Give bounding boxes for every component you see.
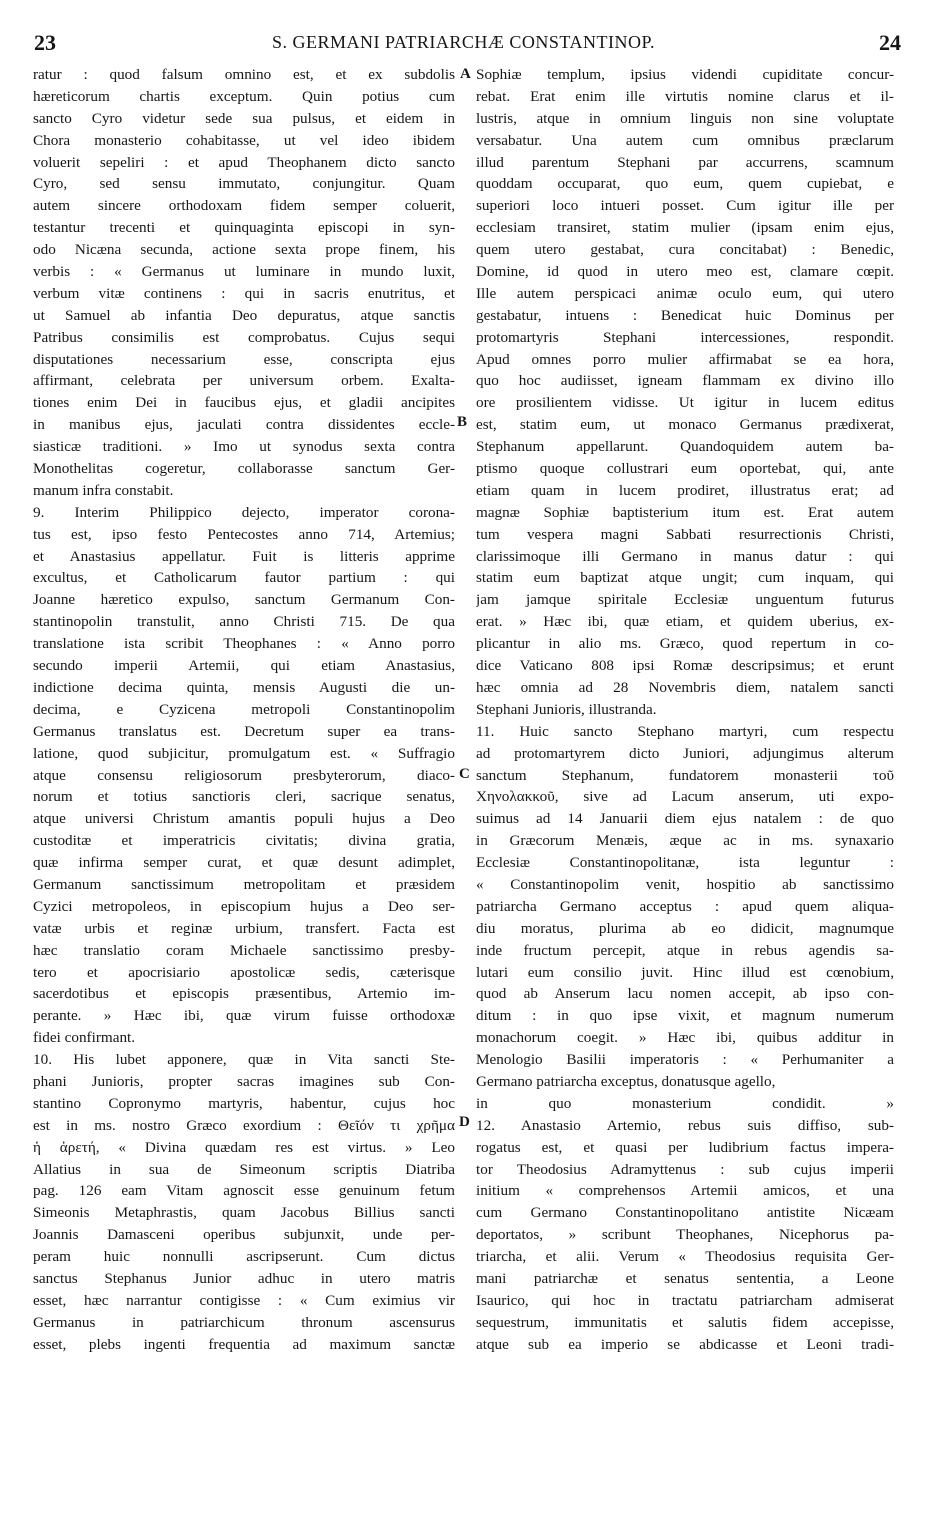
text-line: triarcha, et alii. Verum « Theodosius requisita Ger- [476, 1248, 894, 1266]
text-line: autem sincere orthodoxam fidem semper coluerit, [33, 197, 455, 215]
text-line: monachorum coegit. » Hæc ibi, quibus additur in [476, 1029, 894, 1047]
text-line: ad protomartyrem dicto Juniori, adjungimus alterum [476, 744, 894, 762]
text-line: norum et totius sanctioris cleri, sacrique senatus, [33, 788, 455, 806]
text-line: sanctum Stephanum, fundatorem monasterii τοῦ [476, 766, 894, 784]
text-line: Cyzici metropoleos, in episcopium hujus a Deo ser- [33, 897, 455, 915]
text-line: sacerdotibus et episcopis præsentibus, Artemio im- [33, 985, 455, 1003]
text-line: statim eum baptizat atque ungit; cum inquam, qui [476, 569, 894, 587]
text-line: 10. His lubet apponere, quæ in Vita sancti Ste- [33, 1051, 455, 1069]
text-line: Simeonis Metaphrastis, quam Jacobus Billius sancti [33, 1204, 455, 1222]
text-line: patriarcha Germano acceptus : apud quem aliqua- [476, 897, 894, 915]
text-line: pag. 126 eam Vitam agnoscit esse genuinum fetum [33, 1182, 455, 1200]
text-line: quod ab Anserum lacu nomen accepit, ab ipso con- [476, 985, 894, 1003]
text-line: inde fructum percepit, atque in rebus agendis sa- [476, 941, 894, 959]
text-line: esset, plebs ingenti frequentia ad maximum sanctæ [33, 1335, 455, 1353]
text-line: vatæ urbis et reginæ urbium, transfert. Facta est [33, 919, 455, 937]
text-line: stantino Copronymo martyris, habentur, cujus hoc [33, 1094, 455, 1112]
text-line: Patribus consimilis est comprobatus. Cujus sequi [33, 328, 455, 346]
text-line: magnæ Sophiæ baptisterium itum est. Erat autem [476, 503, 894, 521]
text-line: etiam quam in lucem prodiret, illustratus erat; ad [476, 481, 894, 499]
text-line: stantinopolin transtulit, anno Christi 715. De qua [33, 613, 455, 631]
text-line: Allatius in sua de Simeonum scriptis Diatriba [33, 1160, 455, 1178]
text-line: secundo imperii Artemii, qui etiam Anastasius, [33, 657, 455, 675]
text-line: ecclesiam transiret, statim mulier (ipsam enim ejus, [476, 219, 894, 237]
text-line: quo hoc audiisset, igneam flammam ex divino illo [476, 372, 894, 390]
text-line: versabatur. Una autem cum omnibus præclarum [476, 131, 894, 149]
text-line: Stephanum appellarunt. Quandoquidem autem ba- [476, 438, 894, 456]
text-line: manum infra constabit. [33, 481, 174, 499]
running-title: S. GERMANI PATRIARCHÆ CONSTANTINOP. [272, 32, 655, 52]
text-line: fidei confirmant. [33, 1029, 136, 1047]
text-line: Germanum sanctissimum metropolitam et præsidem [33, 875, 455, 893]
text-line: ore prosilientem vidisse. Ut igitur in lucem editus [476, 394, 894, 412]
text-line: quoddam occuparat, quo eum, quem cupiebat, e [476, 175, 894, 193]
text-line: verbum vitæ continens : qui in sacris enutritus, et [33, 284, 455, 302]
section-marker-c: C [459, 766, 470, 782]
text-line: deportatos, » scribunt Theophanes, Nicephorus pa- [476, 1226, 894, 1244]
text-line: tum vespera magni Sabbati resurrectionis Christi, [476, 525, 894, 543]
text-line: indictione decima quinta, mensis Augusti die un- [33, 678, 455, 696]
text-line: protomartyris Stephani intercessiones, respondit. [476, 328, 894, 346]
text-line: clarissimoque illi Germano in manus datur : qui [476, 547, 894, 565]
text-line: Χηνολακκοῦ, sive ad Lacum anserum, uti expo- [476, 788, 894, 806]
text-line: rogatus est, et quasi per ludibrium factus impera- [476, 1138, 894, 1156]
text-line: voluerit sepeliri : et apud Theophanem dicto sancto [33, 153, 455, 171]
text-line: est, statim eum, ut monaco Germanus prædixerat, [476, 416, 894, 434]
text-line: phani Junioris, propter sacras imagines sub Con- [33, 1072, 455, 1090]
text-line: sanctus Stephanus Junior adhuc in utero matris [33, 1269, 455, 1287]
text-line: in quo monasterium condidit. » [476, 1094, 894, 1112]
text-line: Germano patriarcha exceptus, donatusque agello, [476, 1072, 776, 1090]
text-line: perante. » Hæc ibi, quæ virum fuisse orthodoxæ [33, 1007, 455, 1025]
text-line: Cyro, sed sensu immutato, conjungitur. Quam [33, 175, 455, 193]
text-line: Chora monasterio cohabitasse, ut vel ideo ibidem [33, 131, 455, 149]
text-line: atque sub ea imperio se abdicasse et Leoni tradi- [476, 1335, 894, 1353]
text-line: lutari eum consilio juvit. Hinc illud est cœnobium, [476, 963, 894, 981]
page-number-right: 24 [879, 30, 901, 55]
text-line: Stephani Junioris, illustranda. [476, 700, 657, 718]
text-line: tero et apocrisiario apostolicæ sedis, cæterisque [33, 963, 455, 981]
text-line: in manibus ejus, jaculati contra dissidentes eccle- [33, 416, 455, 434]
text-line: testantur trecenti et quinquaginta episcopi in syn- [33, 219, 455, 237]
text-line: quæ infirma semper curat, et quæ desunt adimplet, [33, 854, 455, 872]
text-line: Isaurico, qui hoc in tractatu patriarcham admiserat [476, 1291, 894, 1309]
page-number-left: 23 [34, 30, 56, 55]
text-line: hæreticorum chartis exceptum. Quin potius cum [33, 87, 455, 105]
text-line: Germanus translatus est. Decretum super ea trans- [33, 722, 455, 740]
text-line: esset, hæc narrantur contigisse : « Cum eximius vir [33, 1291, 455, 1309]
text-line: Germanus in patriarchicum thronum ascensurus [33, 1313, 455, 1331]
text-line: cum Germano Constantinopolitano antistite Nicæam [476, 1204, 894, 1222]
text-line: hæc translatio coram Michaele sanctissimo presby- [33, 941, 455, 959]
section-marker-b: B [457, 414, 468, 430]
text-line: ditum : in quo ipse vixit, et magnum numerum [476, 1007, 894, 1025]
text-line: est in ms. nostro Græco exordium : Θεῖόν τι χρῆμα [33, 1116, 455, 1134]
text-line: quem utero gestabat, cura concitabat) : Benedic, [476, 241, 894, 259]
left-column [33, 64, 455, 1356]
text-line: odo Nicæna secunda, actione sexta prope finem, his [33, 241, 455, 259]
text-line: rebat. Erat enim ille virtutis nomine clarus et il- [476, 87, 894, 105]
text-line: tiones enim Dei in faucibus ejus, et gladii ancipites [33, 394, 455, 412]
text-line: diu moratus, plurima ab eo didicit, magnumque [476, 919, 894, 937]
text-line: 9. Interim Philippico dejecto, imperator corona- [33, 503, 455, 521]
section-marker-a: A [460, 66, 471, 82]
text-line: 12. Anastasio Artemio, rebus suis diffiso, sub- [476, 1116, 894, 1134]
text-line: 11. Huic sancto Stephano martyri, cum respectu [476, 722, 894, 740]
right-column [476, 64, 894, 1356]
text-line: illud parentum Stephani par accurrens, scamnum [476, 153, 894, 171]
text-line: excultus, et Catholicarum fautor partium : qui [33, 569, 455, 587]
text-line: ut Samuel ab infantia Deo depuratus, atque sanctis [33, 306, 455, 324]
text-line: gestabatur, intuens : Benedicat huic Dominus per [476, 306, 894, 324]
text-line: Menologio Basilii imperatoris : « Perhumaniter a [476, 1051, 894, 1069]
text-line: siasticæ traditioni. » Imo ut synodus sexta contra [33, 438, 455, 456]
text-line: superiori loco intueri posset. Cum igitur ille per [476, 197, 894, 215]
text-line: lustris, atque in omnium linguis non sine voluptate [476, 109, 894, 127]
text-line: atque universi Christum amantis populi hujus a Deo [33, 810, 455, 828]
running-header [0, 30, 927, 58]
text-line: Domine, id quod in utero meo est, clamare cœpit. [476, 263, 894, 281]
text-line: « Constantinopolim venit, hospitio ab sanctissimo [476, 875, 894, 893]
text-line: disputationes necessarium esse, conscripta ejus [33, 350, 455, 368]
section-marker-d: D [459, 1114, 470, 1130]
text-line: Apud omnes porro mulier affirmabat se ea hora, [476, 350, 894, 368]
text-line: Sophiæ templum, ipsius videndi cupiditate concur- [476, 66, 894, 83]
text-line: translatione ista scribit Theophanes : « Anno porro [33, 635, 455, 653]
text-line: decima, e Cyzicena metropoli Constantinopolim [33, 700, 455, 718]
text-line: Ille autem perspicaci animæ oculo eum, qui utero [476, 284, 894, 302]
text-line: Monothelitas cogeretur, collaborasse sanctum Ger- [33, 460, 455, 478]
text-line: sequestrum, immunitatis et salutis fidem accepisse, [476, 1313, 894, 1331]
text-line: jam jamque spiritale Ecclesiæ unguentum futurus [476, 591, 894, 609]
text-line: tor Theodosius Adramyttenus : sub cujus imperii [476, 1160, 894, 1178]
text-line: dice Vaticano 808 ipsi Romæ descripsimus; et erunt [476, 657, 894, 675]
text-line: latione, quod subjicitur, promulgatum est. « Suffragio [33, 744, 455, 762]
text-line: ratur : quod falsum omnino est, et ex subdolis [33, 66, 455, 83]
text-line: ptismo quoque collustrari eum oportebat, qui, ante [476, 460, 894, 478]
text-line: suimus ad 14 Januarii diem ejus natalem : de quo [476, 810, 894, 828]
text-line: in Græcorum Menæis, æque ac in ms. synaxario [476, 832, 894, 850]
text-line: custoditæ et imperatricis civitatis; divina gratia, [33, 832, 455, 850]
text-line: et Anastasius appellatur. Fuit is litteris apprime [33, 547, 455, 565]
text-line: Joanne hæretico expulso, sanctum Germanum Con- [33, 591, 455, 609]
text-line: sancto Cyro videtur sede sua pulsus, et eidem in [33, 109, 455, 127]
text-line: plicantur in alio ms. Græco, quod repertum in co- [476, 635, 894, 653]
text-line: affirmant, celebrata per universum orbem. Exalta- [33, 372, 455, 390]
text-line: Ecclesiæ Constantinopolitanæ, ista leguntur : [476, 854, 894, 872]
text-line: verbis : « Germanus ut luminare in mundo luxit, [33, 263, 455, 281]
text-line: Joannis Damasceni operibus subjunxit, unde per- [33, 1226, 455, 1244]
text-line: mani patriarchæ et senatus sententia, a Leone [476, 1269, 894, 1287]
text-line: atque consensu religiosorum presbyterorum, diaco- [33, 766, 455, 784]
text-line: initium « comprehensos Artemii amicos, et una [476, 1182, 894, 1200]
text-line: erat. » Hæc ibi, quæ etiam, et quidem uberius, ex- [476, 613, 894, 631]
text-line: hæc omnia ad 28 Novembris diem, natalem sancti [476, 678, 894, 696]
text-line: ἡ ἀρετή, « Divina quædam res est virtus. » Leo [33, 1138, 455, 1156]
text-line: tus est, ipso festo Pentecostes anno 714, Artemius; [33, 525, 455, 543]
text-line: peram huic nonnulli ascripserunt. Cum dictus [33, 1248, 455, 1266]
